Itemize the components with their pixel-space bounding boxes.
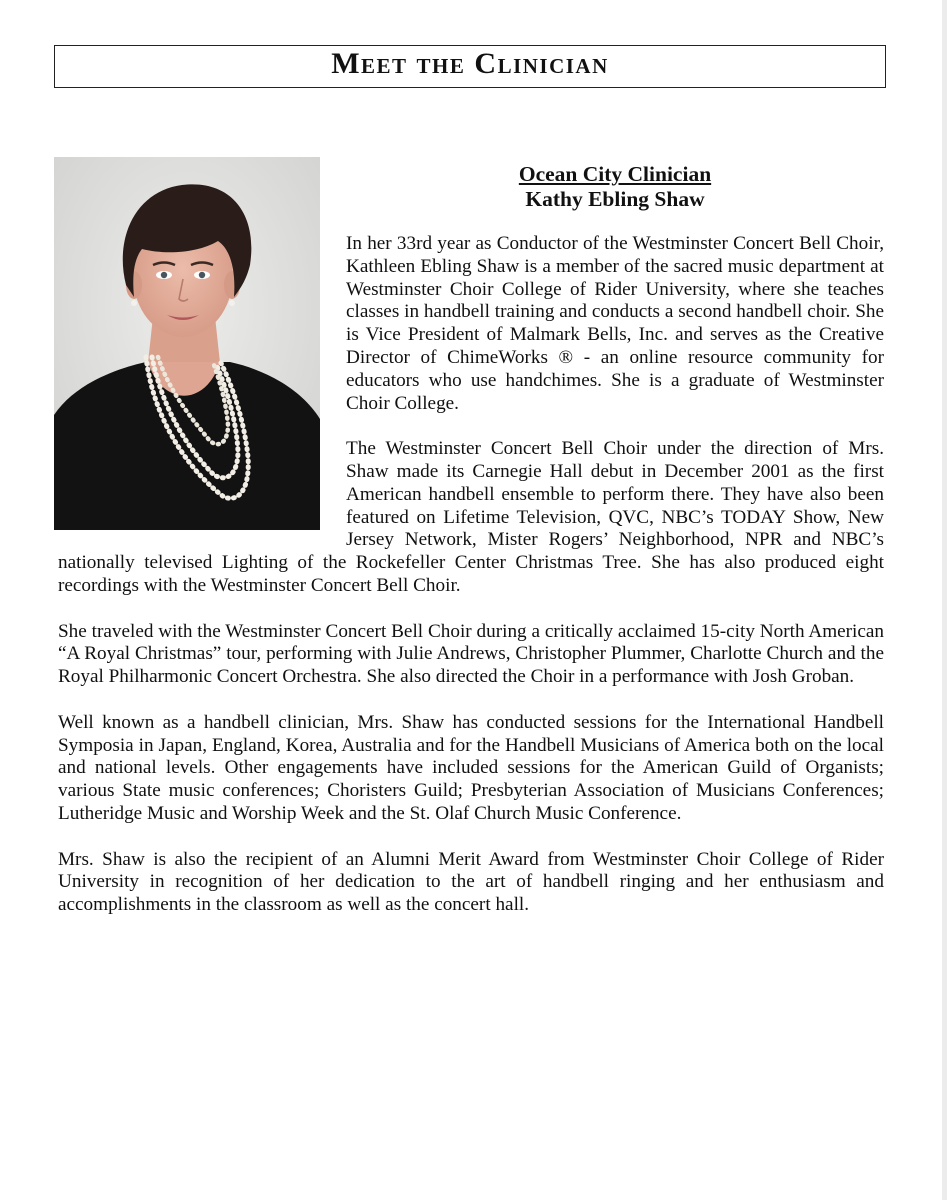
page-edge	[942, 0, 947, 1200]
paragraph-tour: She traveled with the Westminster Concert Bell Choir during a critically acclaimed 15-city North American “A Royal Christmas” tour, performing with Julie Andrews, Christopher Plummer, Charlotte Church and the Royal Philharmonic Concert Orchestra. She also directed the Choir in a performance with Josh Groban.	[58, 620, 884, 688]
heading-event-title: Ocean City Clinician	[518, 162, 712, 186]
page-title: Meet the Clinician	[331, 46, 609, 80]
clinician-portrait-photo	[54, 157, 320, 530]
clinician-article	[58, 157, 884, 940]
paragraph-award: Mrs. Shaw is also the recipient of an Alumni Merit Award from Westminster Choir College of Rider University in recognition of her dedication to the art of handbell ringing and her enthusiasm and accomplishments in the classroom as well as the concert hall.	[58, 848, 884, 916]
paragraph-bio: In her 33rd year as Conductor of the Westminster Concert Bell Choir, Kathleen Ebling Shaw is a member of the sacred music department at Westminster Choir College of Rider University, where she teaches classes in handbell training and conducts a second handbell choir. She is Vice President of Malmark Bells, Inc. and serves as the Creative Director of ChimeWorks ® - an online resource community for educators who use handchimes. She is a graduate of Westminster Choir College.	[346, 233, 884, 414]
paragraph-bell-choir: The Westminster Concert Bell Choir under the direction of Mrs. Shaw made its Carnegie Hall debut in December 2001 as the first American handbell ensemble to perform there. They have also been featured on Lifetime Television, QVC, NBC’s TODAY Show, New Jersey Network, Mister Rogers’ Neighborhood, NPR and NBC’s nationally televised Lighting of the Rockefeller Center Christmas Tree. She has also produced eight recordings with the Westminster Concert Bell Choir.	[58, 438, 884, 596]
paragraph-clinician-sessions: Well known as a handbell clinician, Mrs. Shaw has conducted sessions for the International Handbell Symposia in Japan, England, Korea, Australia and for the Handbell Musicians of America both on the local and national levels. Other engagements have included sessions for the American Guild of Organists; various State music conferences; Choristers Guild; Presbyterian Association of Musicians Conferences; Lutheridge Music and Worship Week and the St. Olaf Church Music Conference.	[58, 711, 884, 824]
header-banner	[54, 45, 886, 88]
heading-clinician-name: Kathy Ebling Shaw	[525, 187, 705, 211]
